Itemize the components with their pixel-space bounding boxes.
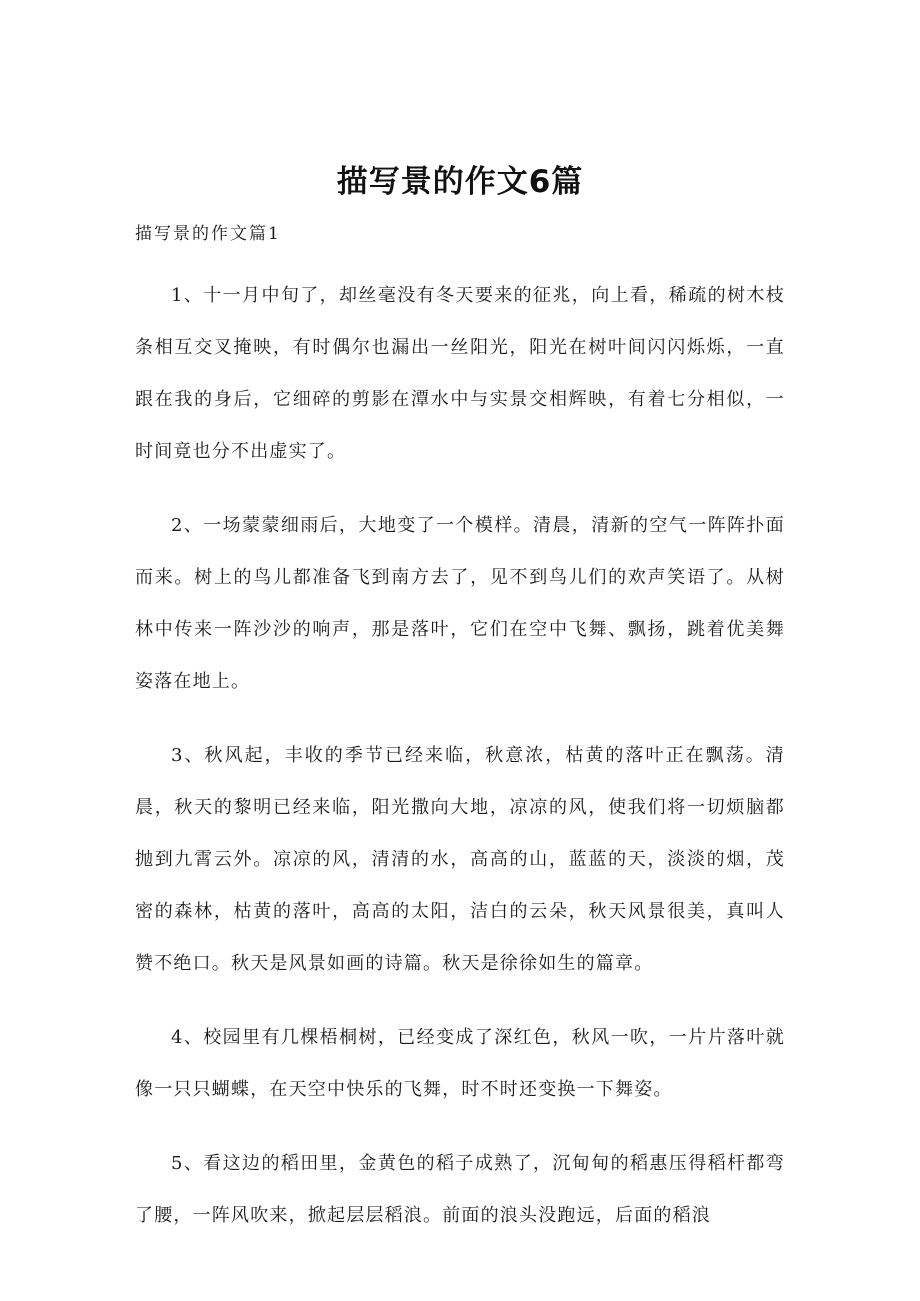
paragraph-5: 5、看这边的稻田里，金黄色的稻子成熟了，沉甸甸的稻惠压得稻杆都弯了腰，一阵风吹来，掀起层层稻浪。前面的浪头没跑远，后面的稻浪 [135,1153,785,1226]
document-body [135,270,785,1264]
section-heading: 描写景的作文篇1 [135,224,281,244]
paragraph-2: 2、一场蒙蒙细雨后，大地变了一个模样。清晨，清新的空气一阵阵扑面而来。树上的鸟儿都准备飞到南方去了，见不到鸟儿们的欢声笑语了。从树林中传来一阵沙沙的响声，那是落叶，它们在空中飞舞、飘扬，跳着优美舞姿落在地上。 [135,515,785,692]
paragraph-1: 1、十一月中旬了，却丝毫没有冬天要来的征兆，向上看，稀疏的树木枝条相互交叉掩映，有时偶尔也漏出一丝阳光，阳光在树叶间闪闪烁烁，一直跟在我的身后，它细碎的剪影在潭水中与实景交相辉映，有着七分相似，一时间竟也分不出虚实了。 [135,285,785,462]
paragraph-3: 3、秋风起，丰收的季节已经来临，秋意浓，枯黄的落叶正在飘荡。清晨，秋天的黎明已经来临，阳光撒向大地，凉凉的风，使我们将一切烦脑都抛到九霄云外。凉凉的风，清清的水，高高的山，蓝蓝的天，淡淡的烟，茂密的森林，枯黄的落叶，高高的太阳，洁白的云朵，秋天风景很美，真叫人赞不绝口。秋天是风景如画的诗篇。秋天是徐徐如生的篇章。 [135,745,785,974]
paragraph-4: 4、校园里有几棵梧桐树，已经变成了深红色，秋风一吹，一片片落叶就像一只只蝴蝶，在天空中快乐的飞舞，时不时还变换一下舞姿。 [135,1027,785,1100]
document-title: 描写景的作文6篇 [336,164,584,200]
